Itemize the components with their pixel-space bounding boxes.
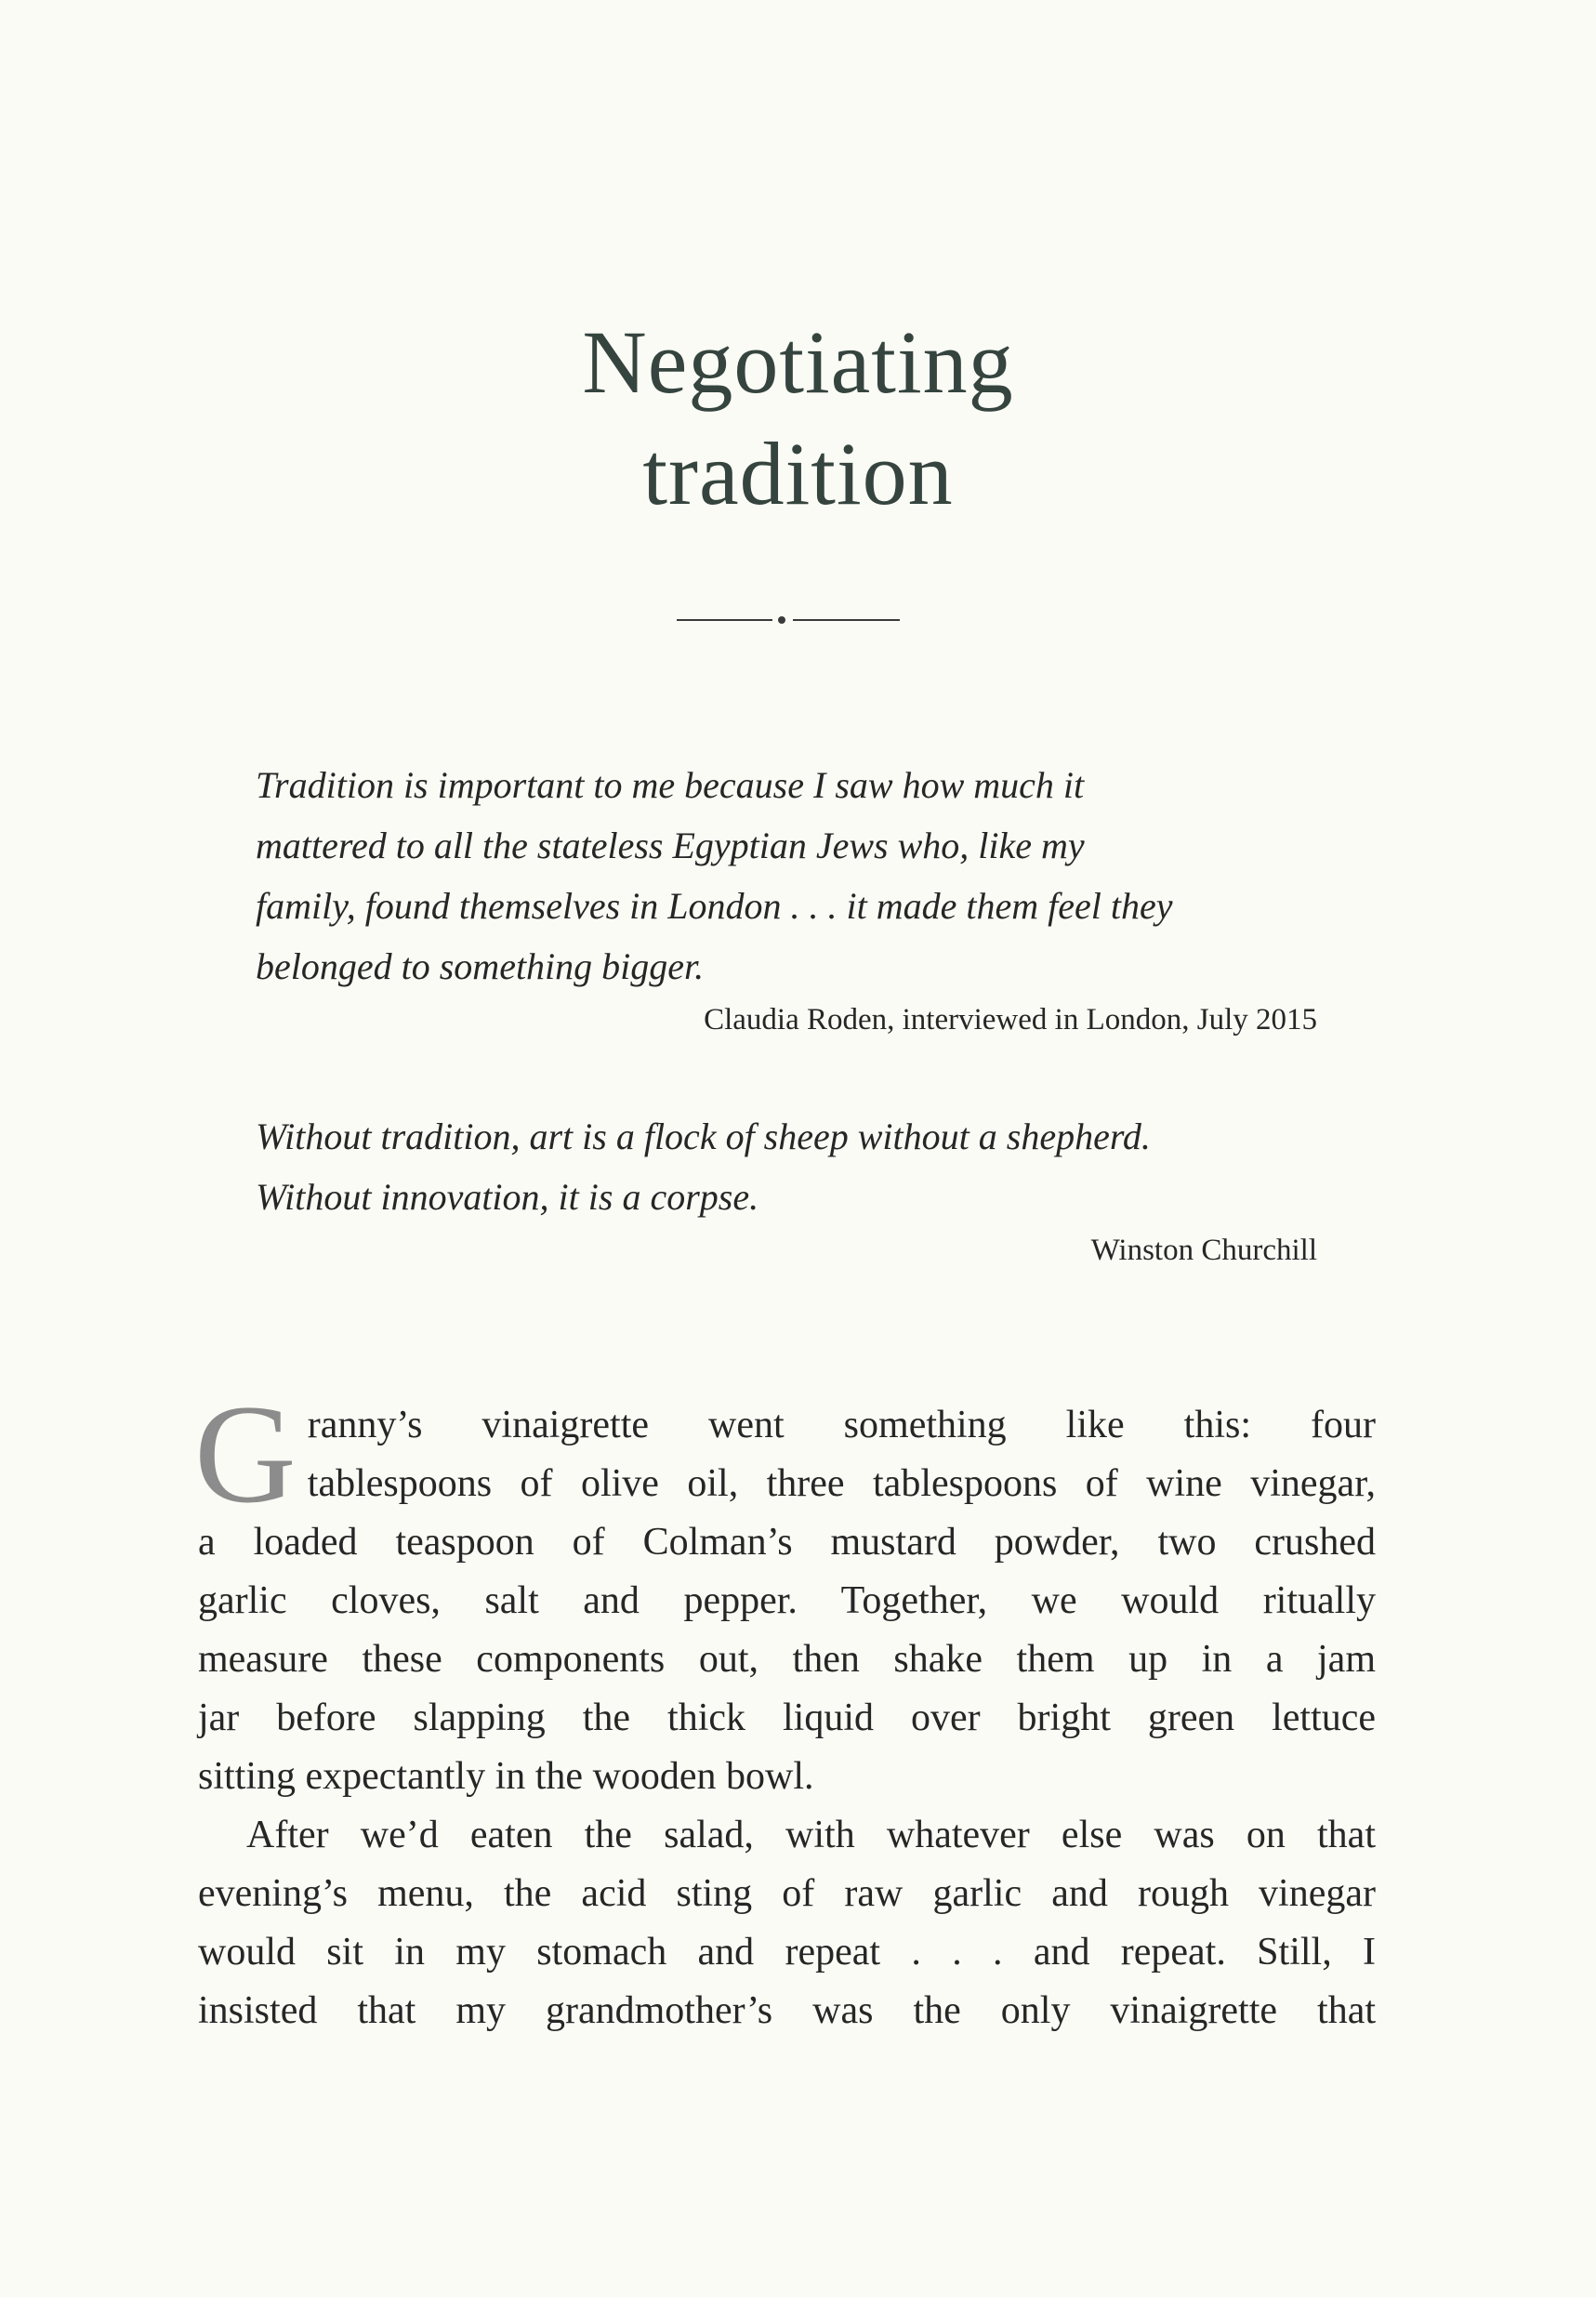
epigraph-roden — [256, 755, 1317, 1041]
epigraph-quote: Without tradition, art is a flock of sheep without a shepherd. Without innovation, it is a corpse. — [256, 1115, 1151, 1218]
title-ornament-divider — [677, 614, 900, 625]
chapter-title-line-1: Negotiating — [582, 312, 1014, 412]
epigraph-attribution: Winston Churchill — [1090, 1234, 1317, 1267]
chapter-title — [0, 307, 1596, 530]
chapter-title-line-2: tradition — [642, 424, 954, 523]
paragraph-2: After we’d eaten the salad, with whatever else was on that evening’s menu, the acid sting of raw garlic and rough vinegar would sit in my stomach and repeat . . . and repeat. Still, I insisted that my grandmother’s was the only vinaigrette that — [198, 1814, 1376, 2032]
epigraph-churchill — [256, 1106, 1317, 1272]
paragraph-1: G ranny’s vinaigrette went something like this: four tablespoons of olive oil, three tablespoons of wine vinegar, a loaded teaspoon of Colman’s mustard powder, two crushed garlic cloves, salt and pepper. Together, we would ritually measure these components out, then shake them up in a jam jar before slapping the thick liquid over bright green lettuce sitting expectantly in the wooden bowl. — [194, 1376, 1376, 1798]
epigraph-quote: Tradition is important to me because I saw how much it mattered to all the stateless Egyptian Jews who, like my family, found themselves in London . . . it made them feel they belonged to something bigger. — [256, 764, 1173, 987]
epigraph-attribution: Claudia Roden, interviewed in London, July 2015 — [704, 1003, 1317, 1036]
body-text — [194, 1376, 1376, 2040]
drop-cap: G — [194, 1376, 297, 1532]
